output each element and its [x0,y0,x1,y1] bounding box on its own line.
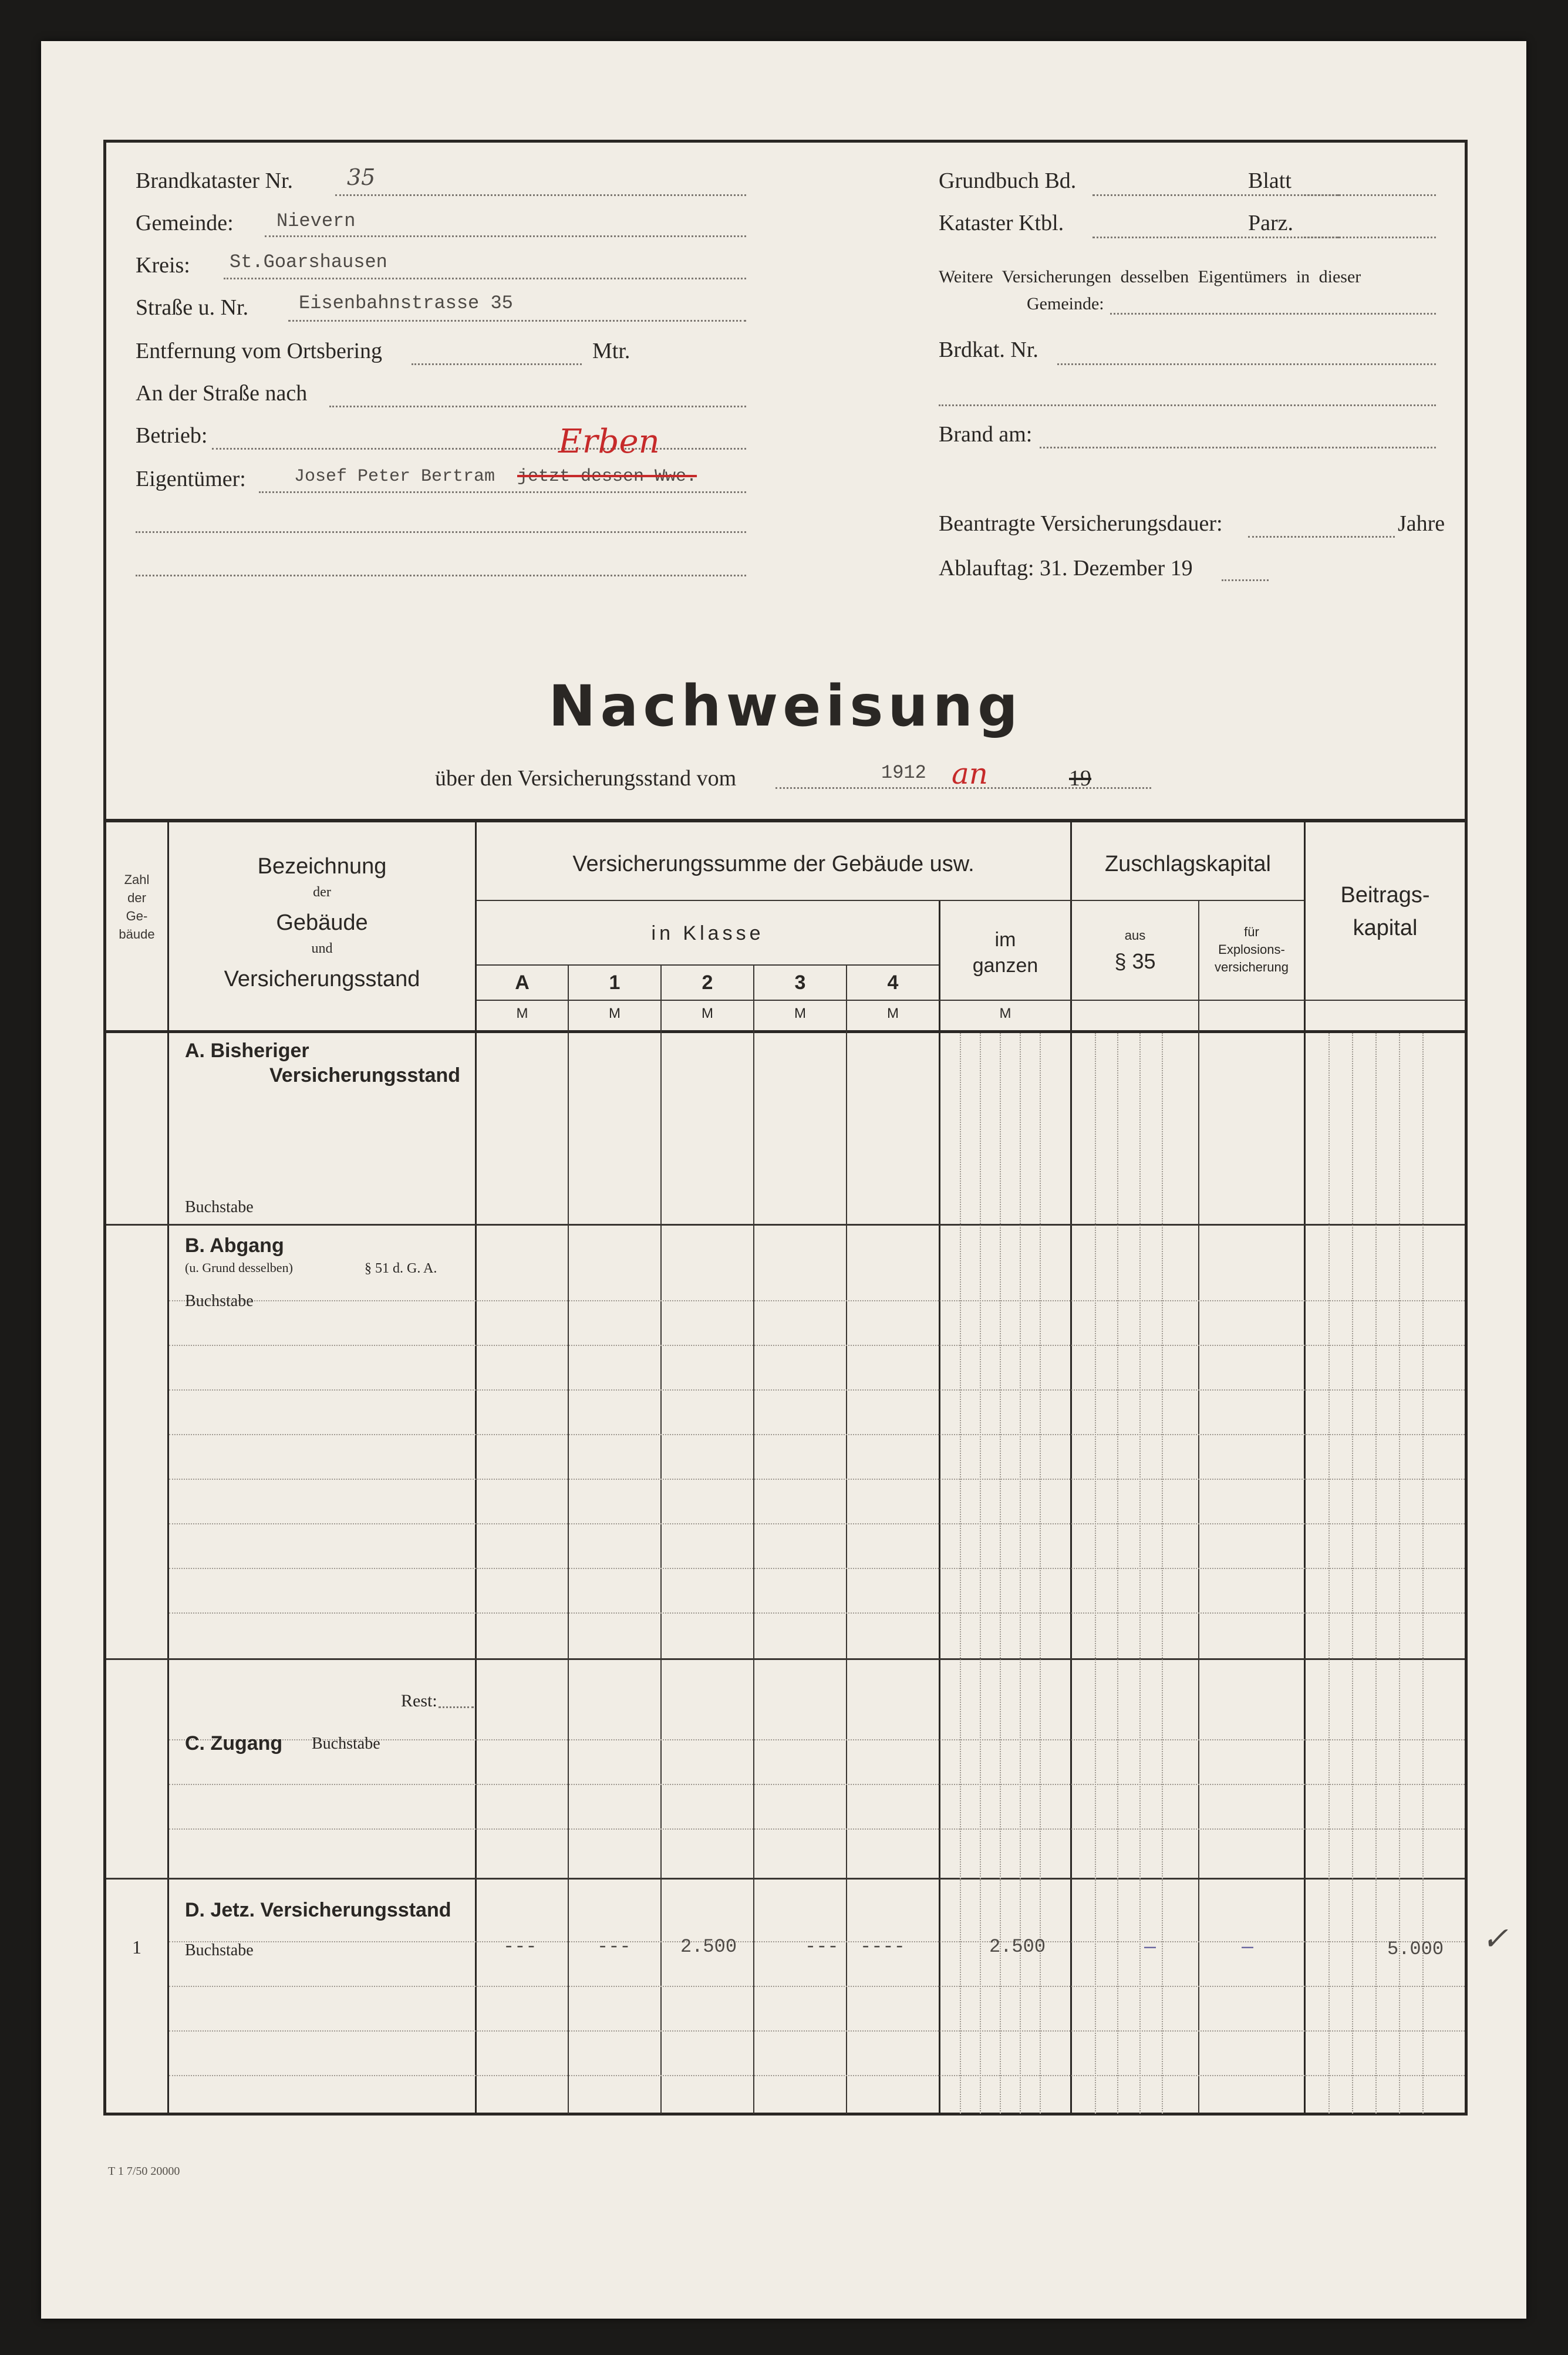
subtitle-label: über den Versicherungsstand vom [435,766,737,791]
brdkat-label: Brdkat. Nr. [939,338,1038,362]
row-rule-b4 [169,1434,1465,1435]
header-explosion-2: Explosions- [1218,942,1285,957]
row-d-klasse-a: --- [503,1936,537,1958]
row-d-zahl: 1 [132,1936,141,1958]
row-d-klasse-2: 2.500 [680,1936,737,1958]
weitere-line [1110,313,1436,315]
form-frame [103,140,1468,2116]
kreis-line [224,278,746,279]
brandkataster-line [335,194,746,196]
header-im-ganzen-2: ganzen [972,954,1038,977]
blatt-line [1301,194,1436,196]
row-rule-d4 [169,2075,1465,2076]
row-d-explosion: – [1242,1934,1254,1958]
header-in-klasse: in Klasse [651,922,764,944]
grundbuch-label: Grundbuch Bd. [939,168,1077,193]
row-rule-d3 [169,2030,1465,2032]
an-der-strasse-label: An der Straße nach [136,381,308,406]
header-bezeichnung-4: und [311,941,333,956]
guide-aus35-4 [1162,1033,1163,2114]
row-rule-b3 [169,1389,1465,1391]
brandkataster-value: 35 [347,164,376,190]
row-d-beitrag: 5.000 [1387,1938,1444,1960]
row-rule-d2 [169,1986,1465,1987]
section-a-buchstabe: Buchstabe [185,1198,254,1216]
brandkataster-label: Brandkataster Nr. [136,168,294,193]
parz-label: Parz. [1248,211,1294,235]
col-line-4 [939,901,940,2114]
kreis-label: Kreis: [136,253,190,278]
header-klasse-a: A [515,971,530,994]
row-d-klasse-3: --- [805,1936,839,1958]
row-rule-b6 [169,1523,1465,1524]
header-bezeichnung [169,854,475,992]
header-aus35 [1072,928,1198,974]
gemeinde-line [265,235,746,237]
section-d-buchstabe: Buchstabe [185,1941,254,1959]
strasse-label: Straße u. Nr. [136,295,249,320]
document-title: Nachweisung [548,673,1023,739]
row-rule-b2 [169,1345,1465,1346]
ablauftag-line [1222,579,1269,581]
eigentuemer-line-3 [136,575,746,576]
guide-beitrag-2 [1352,1033,1353,2114]
row-d-aus35: – [1144,1934,1156,1958]
header-beitragskapital-1: Beitrags- [1340,883,1430,907]
parz-line [1301,237,1436,238]
section-a-subtitle: Versicherungsstand [269,1064,461,1087]
eigentuemer-value: Josef Peter Bertram [294,467,495,487]
betrieb-line [212,448,746,450]
guide-beitrag-1 [1328,1033,1330,2114]
section-b-title: B. Abgang [185,1234,284,1257]
section-c-buchstabe: Buchstabe [312,1735,380,1753]
subtitle-year: 1912 [881,762,926,784]
guide-ganzen-2 [980,1033,981,2114]
eigentuemer-handwritten: Erben [558,423,660,461]
unit-4: M [887,1006,899,1021]
header-versicherungssumme: Versicherungssumme der Gebäude usw. [572,852,974,876]
gemeinde-value: Nievern [276,210,356,232]
header-explosion-3: versicherung [1215,960,1289,974]
header-klasse-2: 2 [702,971,713,994]
section-d-title: D. Jetz. Versicherungsstand [185,1899,451,1921]
unit-3: M [794,1006,806,1021]
col-line-explosion [1304,821,1306,2114]
header-klasse-3: 3 [794,971,806,994]
strasse-line [288,320,746,322]
header-aus35-1: aus [1124,928,1146,943]
header-klasse-1: 1 [609,971,621,994]
weitere-label-gemeinde: Gemeinde: [1027,294,1104,313]
subtitle-struck: 19 [1069,766,1091,791]
header-zahl-3: Ge- [126,909,148,923]
unit-2: M [702,1006,713,1021]
header-zahl-1: Zahl [124,872,150,887]
section-c-rest: Rest: [401,1691,437,1710]
brdkat-line [1057,363,1436,365]
header-explosion [1199,923,1304,976]
header-rule-klasse [477,964,939,966]
header-klasse-4: 4 [887,971,899,994]
guide-ganzen-1 [960,1033,961,2114]
section-rule-a [106,1224,1465,1226]
brand-label: Brand am: [939,422,1033,447]
header-zahl [106,871,167,943]
section-rule-c [106,1878,1465,1880]
header-bezeichnung-2: der [313,885,331,900]
header-rule-units [477,1000,1465,1001]
guide-aus35-2 [1117,1033,1118,2114]
header-bezeichnung-5: Versicherungsstand [224,967,420,991]
row-d-klasse-1: --- [597,1936,631,1958]
blatt-label: Blatt [1248,168,1292,193]
header-zahl-4: bäude [119,927,155,942]
form-number: T 1 7/50 20000 [108,2165,180,2178]
unit-ganzen: M [999,1006,1011,1021]
header-aus35-2: § 35 [1114,949,1156,973]
col-line-aus35 [1198,901,1199,2114]
header-explosion-1: für [1244,925,1259,939]
eigentuemer-line [259,491,746,493]
section-c-title: C. Zugang [185,1732,283,1755]
dauer-label: Beantragte Versicherungsdauer: [939,511,1223,536]
checkmark-icon: ✓ [1482,1920,1509,1957]
brand-line [1040,447,1436,448]
header-bezeichnung-1: Bezeichnung [257,854,387,879]
entfernung-unit: Mtr. [592,339,630,363]
dauer-line [1248,536,1395,538]
guide-aus35-1 [1095,1033,1096,2114]
header-zuschlagskapital: Zuschlagskapital [1104,852,1272,876]
eigentuemer-line-2 [136,531,746,533]
row-rule-c3 [169,1828,1465,1830]
gemeinde-label: Gemeinde: [136,211,234,235]
section-rule-b [106,1658,1465,1660]
kreis-value: St.Goarshausen [230,251,387,273]
col-line-zahl [167,821,169,2114]
unit-1: M [609,1006,621,1021]
row-rule-b5 [169,1479,1465,1480]
brdkat-line-2 [939,404,1436,406]
subtitle-handwritten: an [952,757,989,791]
table-header-rule [106,1030,1465,1033]
header-beitragskapital-2: kapital [1353,916,1418,940]
section-b-buchstabe: Buchstabe [185,1292,254,1310]
eigentuemer-label: Eigentümer: [136,467,246,491]
guide-beitrag-3 [1375,1033,1377,2114]
dauer-unit: Jahre [1398,511,1445,536]
header-im-ganzen [940,927,1070,979]
guide-aus35-3 [1139,1033,1141,2114]
header-beitragskapital [1306,879,1465,944]
strasse-value: Eisenbahnstrasse 35 [299,292,513,314]
row-rule-b1 [169,1300,1465,1301]
table-top-rule [106,819,1465,822]
header-im-ganzen-1: im [994,929,1016,951]
header-bezeichnung-3: Gebäude [276,910,368,935]
section-a-title: A. Bisheriger [185,1040,309,1062]
row-rule-b7 [169,1568,1465,1569]
ablauftag-label: Ablauftag: 31. Dezember 19 [939,556,1193,581]
row-d-im-ganzen: 2.500 [989,1936,1046,1958]
unit-a: M [516,1006,528,1021]
row-rule-b8 [169,1612,1465,1614]
kataster-label: Kataster Ktbl. [939,211,1064,235]
an-der-strasse-line [329,406,746,407]
section-b-paragraph: § 51 d. G. A. [365,1261,437,1276]
entfernung-label: Entfernung vom Ortsbering [136,339,383,363]
row-rule-c2 [169,1784,1465,1785]
header-zahl-2: der [127,890,146,905]
header-rule-1 [477,900,1304,901]
row-d-klasse-4: ---- [860,1936,905,1958]
weitere-label: Weitere Versicherungen desselben Eigentümers in dieser [939,267,1361,286]
betrieb-label: Betrieb: [136,423,208,448]
section-b-grund: (u. Grund desselben) [185,1260,293,1275]
entfernung-line [412,363,582,365]
eigentuemer-struck: jetzt dessen Wwe. [517,467,697,487]
section-c-rest-line [439,1706,474,1708]
col-line-ganzen [1070,821,1072,2114]
